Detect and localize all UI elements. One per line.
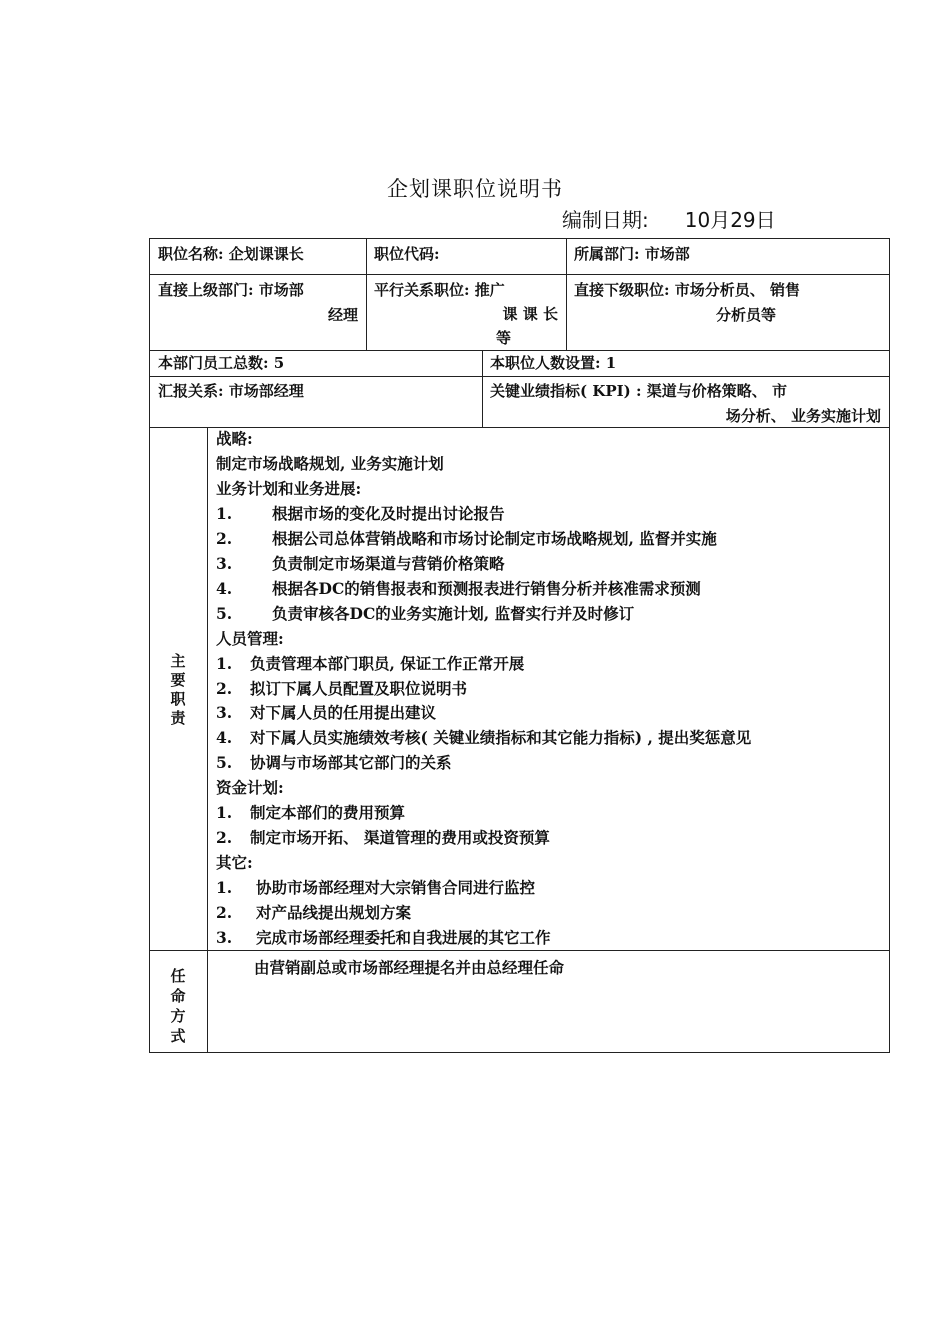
direct-superior [150, 275, 366, 331]
duty-number: 3. [216, 703, 233, 723]
direct-subordinates [566, 275, 889, 331]
duty-text: 制定本部们的费用预算 [250, 803, 406, 823]
position-headcount: 本职位人数设置: 1 [490, 354, 617, 372]
duty-text: 业务计划和业务进展: [216, 478, 362, 498]
subordinate-line-2: 分析员等 [716, 306, 777, 324]
duty-item [216, 826, 550, 850]
duty-item [216, 851, 253, 875]
duty-number: 1. [216, 503, 233, 523]
duty-text: 对产品线提出规划方案 [256, 903, 412, 923]
duty-item [216, 776, 284, 800]
duty-item [216, 926, 551, 950]
duty-item [216, 627, 284, 651]
superior-line-2: 经理 [327, 306, 358, 324]
subordinate-line-1: 直接下级职位: 市场分析员、 销售 [574, 281, 800, 299]
duty-number: 5. [216, 603, 233, 623]
duty-number: 4. [216, 728, 233, 748]
duties-section-label: 主 要 职 责 [170, 652, 186, 727]
duty-number: 1. [216, 878, 233, 898]
duty-item [216, 577, 701, 601]
department: 所属部门: 市场部 [574, 245, 690, 263]
reporting-relation: 汇报关系: 市场部经理 [158, 382, 304, 400]
dept-staff-total: 本部门员工总数: 5 [158, 354, 285, 372]
duty-text: 协助市场部经理对大宗销售合同进行监控 [256, 878, 536, 898]
duty-item [216, 502, 505, 526]
duty-item [216, 801, 405, 825]
duty-text: 对下属人员实施绩效考核( 关键业绩指标和其它能力指标) , 提出奖惩意见 [250, 728, 752, 748]
duty-item [216, 726, 751, 750]
row-divider [150, 950, 889, 951]
position-code: 职位代码: [374, 245, 440, 263]
duty-text: 根据市场的变化及时提出讨论报告 [272, 503, 505, 523]
duty-item [216, 751, 452, 775]
duty-item [216, 527, 717, 551]
duty-text: 战略: [216, 429, 253, 448]
duty-text: 制定市场战略规划, 业务实施计划 [216, 453, 444, 473]
duty-item [216, 652, 524, 676]
duty-text: 其它: [216, 853, 253, 873]
duty-text: 资金计划: [216, 778, 284, 798]
duty-item [216, 901, 411, 925]
duty-text: 负责审核各DC的业务实施计划, 监督实行并及时修订 [272, 603, 635, 623]
col-divider [207, 427, 208, 1053]
position-name: 职位名称: 企划课课长 [158, 245, 304, 263]
duty-text: 完成市场部经理委托和自我进展的其它工作 [256, 928, 551, 947]
duty-text: 拟订下属人员配置及职位说明书 [250, 678, 468, 698]
parallel-positions [366, 275, 566, 353]
compile-date [562, 204, 776, 233]
duty-number: 2. [216, 828, 233, 848]
duty-number: 2. [216, 903, 233, 923]
duty-number: 1. [216, 653, 233, 673]
duty-item [216, 677, 467, 701]
duty-item [216, 427, 253, 451]
duty-number: 5. [216, 753, 233, 773]
duty-text: 负责制定市场渠道与营销价格策略 [272, 553, 505, 573]
duty-item [216, 552, 505, 576]
superior-line-1: 直接上级部门: 市场部 [158, 281, 304, 299]
kpi [482, 376, 889, 432]
duty-item [216, 876, 535, 900]
appointment-method: 由营销副总或市场部经理提名并由总经理任命 [254, 958, 565, 977]
duty-text: 人员管理: [216, 628, 284, 648]
duty-text: 根据各DC的销售报表和预测报表进行销售分析并核准需求预测 [272, 578, 701, 598]
duty-text: 协调与市场部其它部门的关系 [250, 753, 452, 773]
duty-item [216, 701, 436, 725]
parallel-line-3: 等 [496, 329, 512, 347]
duty-text: 负责管理本部门职员, 保证工作正常开展 [250, 653, 525, 673]
kpi-line-2: 场分析、 业务实施计划 [725, 407, 881, 425]
document-title: 企划课职位说明书 [387, 177, 563, 201]
date-label: 编制日期: [562, 208, 649, 232]
duty-item [216, 602, 634, 626]
duty-text: 制定市场开拓、 渠道管理的费用或投资预算 [250, 828, 550, 848]
appointment-section-label: 任 命 方 式 [170, 967, 186, 1045]
duty-item [216, 477, 361, 501]
duty-number: 3. [216, 553, 233, 573]
parallel-line-2: 课 课 长 [502, 305, 558, 323]
duty-number: 3. [216, 928, 233, 947]
duty-number: 2. [216, 678, 233, 698]
duty-text: 根据公司总体营销战略和市场讨论制定市场战略规划, 监督并实施 [272, 528, 717, 548]
duty-number: 1. [216, 803, 233, 823]
duty-number: 4. [216, 578, 233, 598]
duty-text: 对下属人员的任用提出建议 [250, 703, 437, 723]
date-value: 10月29日 [684, 208, 776, 232]
parallel-line-1: 平行关系职位: 推广 [374, 281, 505, 299]
kpi-line-1: 关键业绩指标( KPI) : 渠道与价格策略、 市 [490, 382, 787, 400]
duty-number: 2. [216, 528, 233, 548]
duty-item [216, 452, 444, 476]
